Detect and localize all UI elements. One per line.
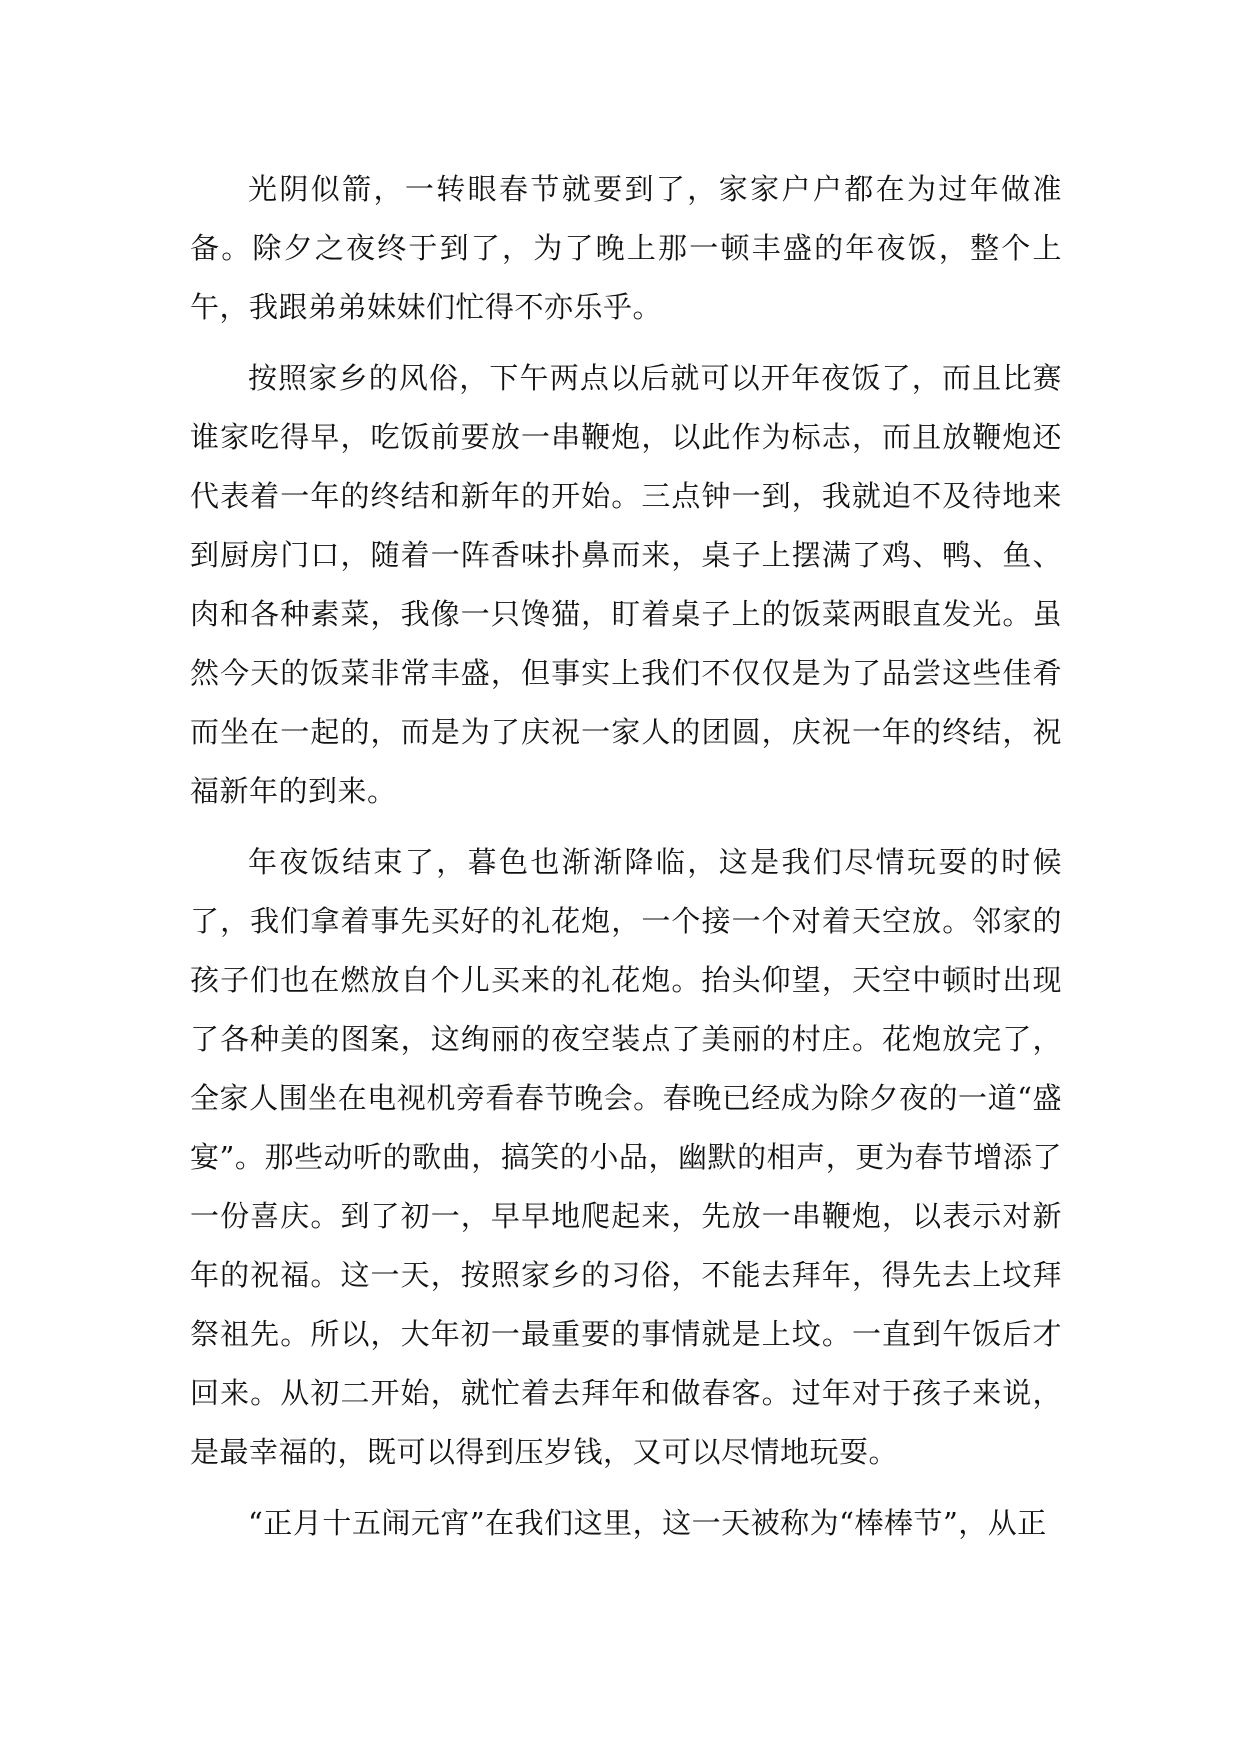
paragraph-3: 年夜饭结束了，暮色也渐渐降临，这是我们尽情玩耍的时候了，我们拿着事先买好的礼花炮，一个接一个对着天空放。邻家的孩子们也在燃放自个儿买来的礼花炮。抬头仰望，天空中顿时出现了各种美的图案，这绚丽的夜空装点了美丽的村庄。花炮放完了，全家人围坐在电视机旁看春节晚会。春晚已经成为除夕夜的一道“盛宴”。那些动听的歌曲，搞笑的小品，幽默的相声，更为春节增添了一份喜庆。到了初一，早早地爬起来，先放一串鞭炮，以表示对新年的祝福。这一天，按照家乡的习俗，不能去拜年，得先去上坟拜祭祖先。所以，大年初一最重要的事情就是上坟。一直到午饭后才回来。从初二开始，就忙着去拜年和做春客。过年对于孩子来说，是最幸福的，既可以得到压岁钱，又可以尽情地玩耍。 xyxy=(190,845,1062,1469)
paragraph-2: 按照家乡的风俗，下午两点以后就可以开年夜饭了，而且比赛谁家吃得早，吃饭前要放一串鞭炮，以此作为标志，而且放鞭炮还代表着一年的终结和新年的开始。三点钟一到，我就迫不及待地来到厨房门口，随着一阵香味扑鼻而来，桌子上摆满了鸡、鸭、鱼、肉和各种素菜，我像一只馋猫，盯着桌子上的饭菜两眼直发光。虽然今天的饭菜非常丰盛，但事实上我们不仅仅是为了品尝这些佳肴而坐在一起的，而是为了庆祝一家人的团圆，庆祝一年的终结，祝福新年的到来。 xyxy=(190,361,1062,808)
paragraph-1: 光阴似箭，一转眼春节就要到了，家家户户都在为过年做准备。除夕之夜终于到了，为了晚上那一顿丰盛的年夜饭，整个上午，我跟弟弟妹妹们忙得不亦乐乎。 xyxy=(190,172,1062,324)
paragraph-4: “正月十五闹元宵”在我们这里，这一天被称为“棒棒节”，从正 xyxy=(248,1506,1047,1540)
document-page xyxy=(190,160,1062,1553)
